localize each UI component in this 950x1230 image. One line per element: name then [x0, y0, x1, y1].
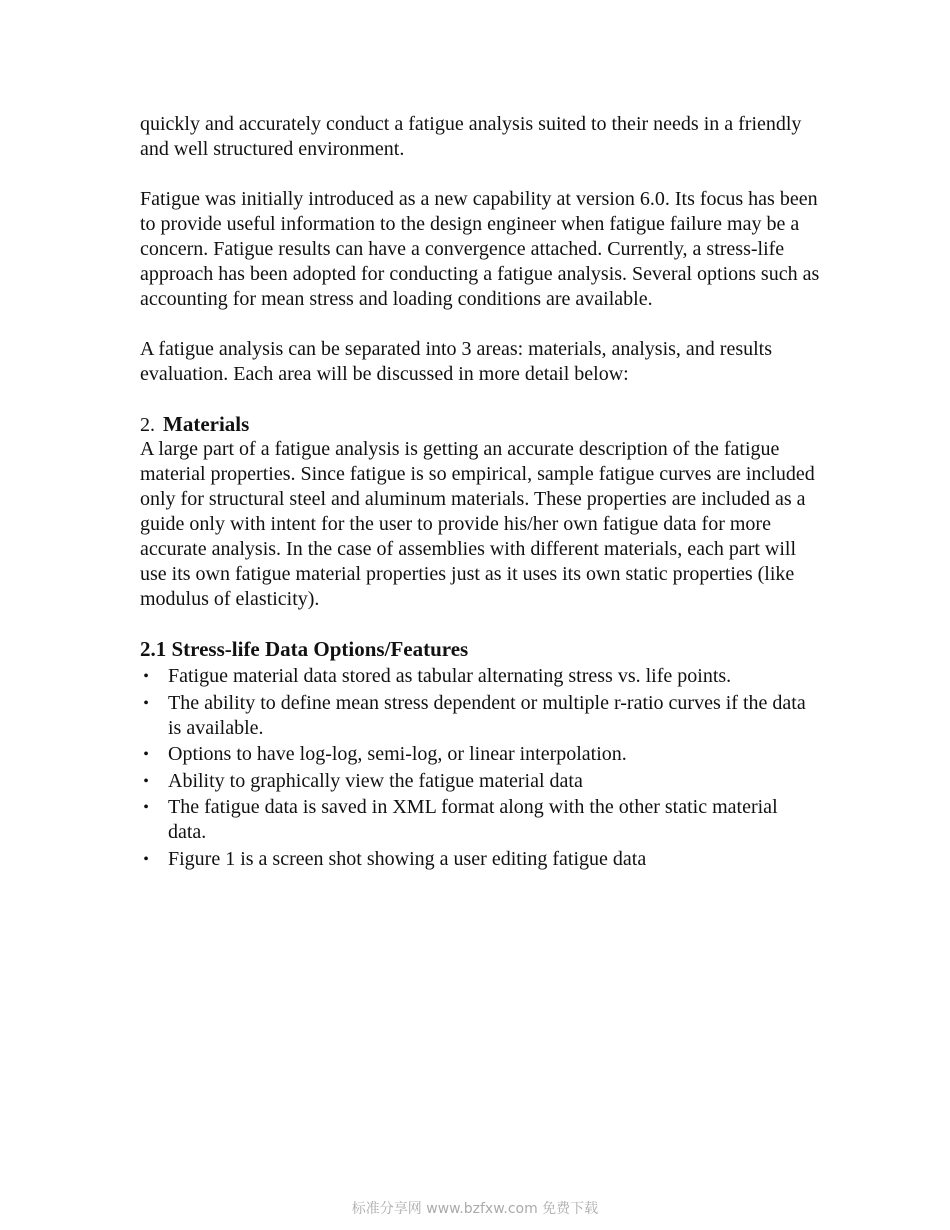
list-item-text: Ability to graphically view the fatigue material data: [168, 769, 583, 792]
bullet-icon: •: [143, 799, 149, 816]
intro-paragraph: A fatigue analysis can be separated into 3 areas: materials, analysis, and results evaluation. Each area will be discussed in more detail below:: [140, 338, 773, 385]
intro-paragraph: Fatigue was initially introduced as a new capability at version 6.0. Its focus has been to provide useful information to the design engineer when fatigue failure may be a concern. Fatigue results can have a convergence attached. Currently, a stress-life approach has been adopted for conducting a fatigue analysis. Several options such as accounting for mean stress and loading conditions are available.: [140, 188, 820, 310]
list-item-text: Options to have log-log, semi-log, or linear interpolation.: [168, 743, 627, 765]
list-item: [140, 769, 820, 794]
section-body: A large part of a fatigue analysis is getting an accurate description of the fatigue material properties. Since fatigue is so empirical, sample fatigue curves are included only for structural steel and aluminum materials. These properties are included as a guide only with intent for the user to provide his/her own fatigue data for more accurate analysis. In the case of assemblies with different materials, each part will use its own fatigue material properties just as it uses its own static properties (like modulus of elasticity).: [140, 438, 815, 610]
list-item: [140, 795, 820, 845]
section-number: 2.: [140, 414, 155, 436]
section-heading: [140, 412, 820, 437]
list-item: [140, 664, 820, 689]
list-item-text: Figure 1 is a screen shot showing a user editing fatigue data: [168, 847, 647, 870]
list-item-text: Fatigue material data stored as tabular alternating stress vs. life points.: [168, 665, 732, 687]
bullet-icon: •: [143, 772, 149, 790]
list-item-text: The fatigue data is saved in XML format along with the other static material data.: [168, 796, 778, 843]
bullet-icon: •: [143, 668, 149, 685]
feature-list: [140, 664, 820, 872]
list-item-text: The ability to define mean stress dependent or multiple r-ratio curves if the data is available.: [168, 691, 806, 739]
bullet-icon: •: [143, 694, 149, 712]
list-item: [140, 691, 820, 741]
list-item: [140, 742, 820, 767]
subsection-heading: 2.1 Stress-life Data Options/Features: [140, 637, 469, 661]
document-page: [140, 112, 820, 873]
section-title: Materials: [163, 412, 250, 436]
intro-paragraph: quickly and accurately conduct a fatigue analysis suited to their needs in a friendly and well structured environment.: [140, 113, 802, 160]
list-item: [140, 847, 820, 872]
footer-watermark: 标准分享网 www.bzfxw.com 免费下载: [351, 1201, 599, 1217]
bullet-icon: •: [143, 850, 149, 868]
bullet-icon: •: [143, 746, 149, 763]
